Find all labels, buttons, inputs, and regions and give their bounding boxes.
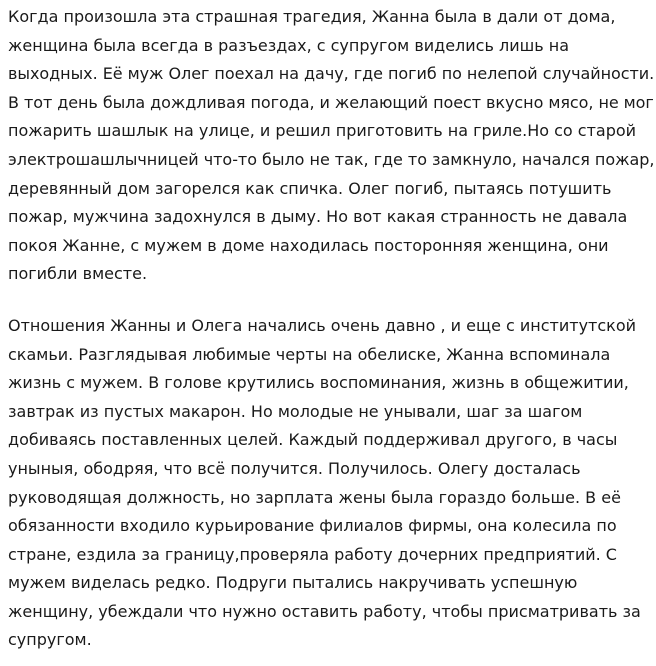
- text-line: уныныя, ободряя, что всё получится. Получилось. Олегу досталась: [8, 458, 581, 478]
- text-line: женщина была всегда в разъездах, с супругом виделись лишь на: [8, 35, 570, 55]
- text-line: выходных. Её муж Олег поехал на дачу, где погиб по нелепой случайности.: [8, 64, 655, 84]
- text-line: В тот день была дождливая погода, и желающий поест вкусно мясо, не мог: [8, 92, 654, 112]
- paragraph-1: [8, 3, 654, 289]
- text-line: женщину, убеждали что нужно оставить работу, чтобы присматривать за: [8, 601, 641, 621]
- text-line: мужем виделась редко. Подруги пытались накручивать успешную: [8, 573, 578, 593]
- text-line: пожарить шашлык на улице, и решил приготовить на гриле.Но со старой: [8, 121, 637, 141]
- text-line: стране, ездила за границу,проверяла работу дочерних предприятий. С: [8, 544, 617, 564]
- text-line: жизнь с мужем. В голове крутились воспоминания, жизнь в общежитии,: [8, 373, 629, 393]
- text-line: пожар, мужчина задохнулся в дыму. Но вот какая странность не давала: [8, 207, 628, 227]
- text-line: погибли вместе.: [8, 264, 148, 284]
- article-body: [8, 3, 654, 655]
- text-line: скамьи. Разглядывая любимые черты на обелиске, Жанна вспоминала: [8, 344, 611, 364]
- text-line: Когда произошла эта страшная трагедия, Жанна была в дали от дома,: [8, 7, 616, 26]
- text-line: добиваясь поставленных целей. Каждый поддерживал другого, в часы: [8, 430, 618, 450]
- text-line: руководящая должность, но зарплата жены была гораздо больше. В её: [8, 487, 621, 507]
- text-line: завтрак из пустых макарон. Но молодые не унывали, шаг за шагом: [8, 401, 583, 421]
- paragraph-2: [8, 312, 654, 655]
- text-line: электрошашлычницей что-то было не так, где то замкнуло, начался пожар,: [8, 149, 655, 169]
- text-line: деревянный дом загорелся как спичка. Олег погиб, пытаясь потушить: [8, 178, 612, 198]
- text-line: Отношения Жанны и Олега начались очень давно , и еще с институтской: [8, 315, 637, 335]
- text-line: супругом.: [8, 630, 92, 650]
- text-line: обязанности входило курьирование филиалов фирмы, она колесила по: [8, 516, 617, 536]
- text-line: покоя Жанне, с мужем в доме находилась посторонняя женщина, они: [8, 235, 609, 255]
